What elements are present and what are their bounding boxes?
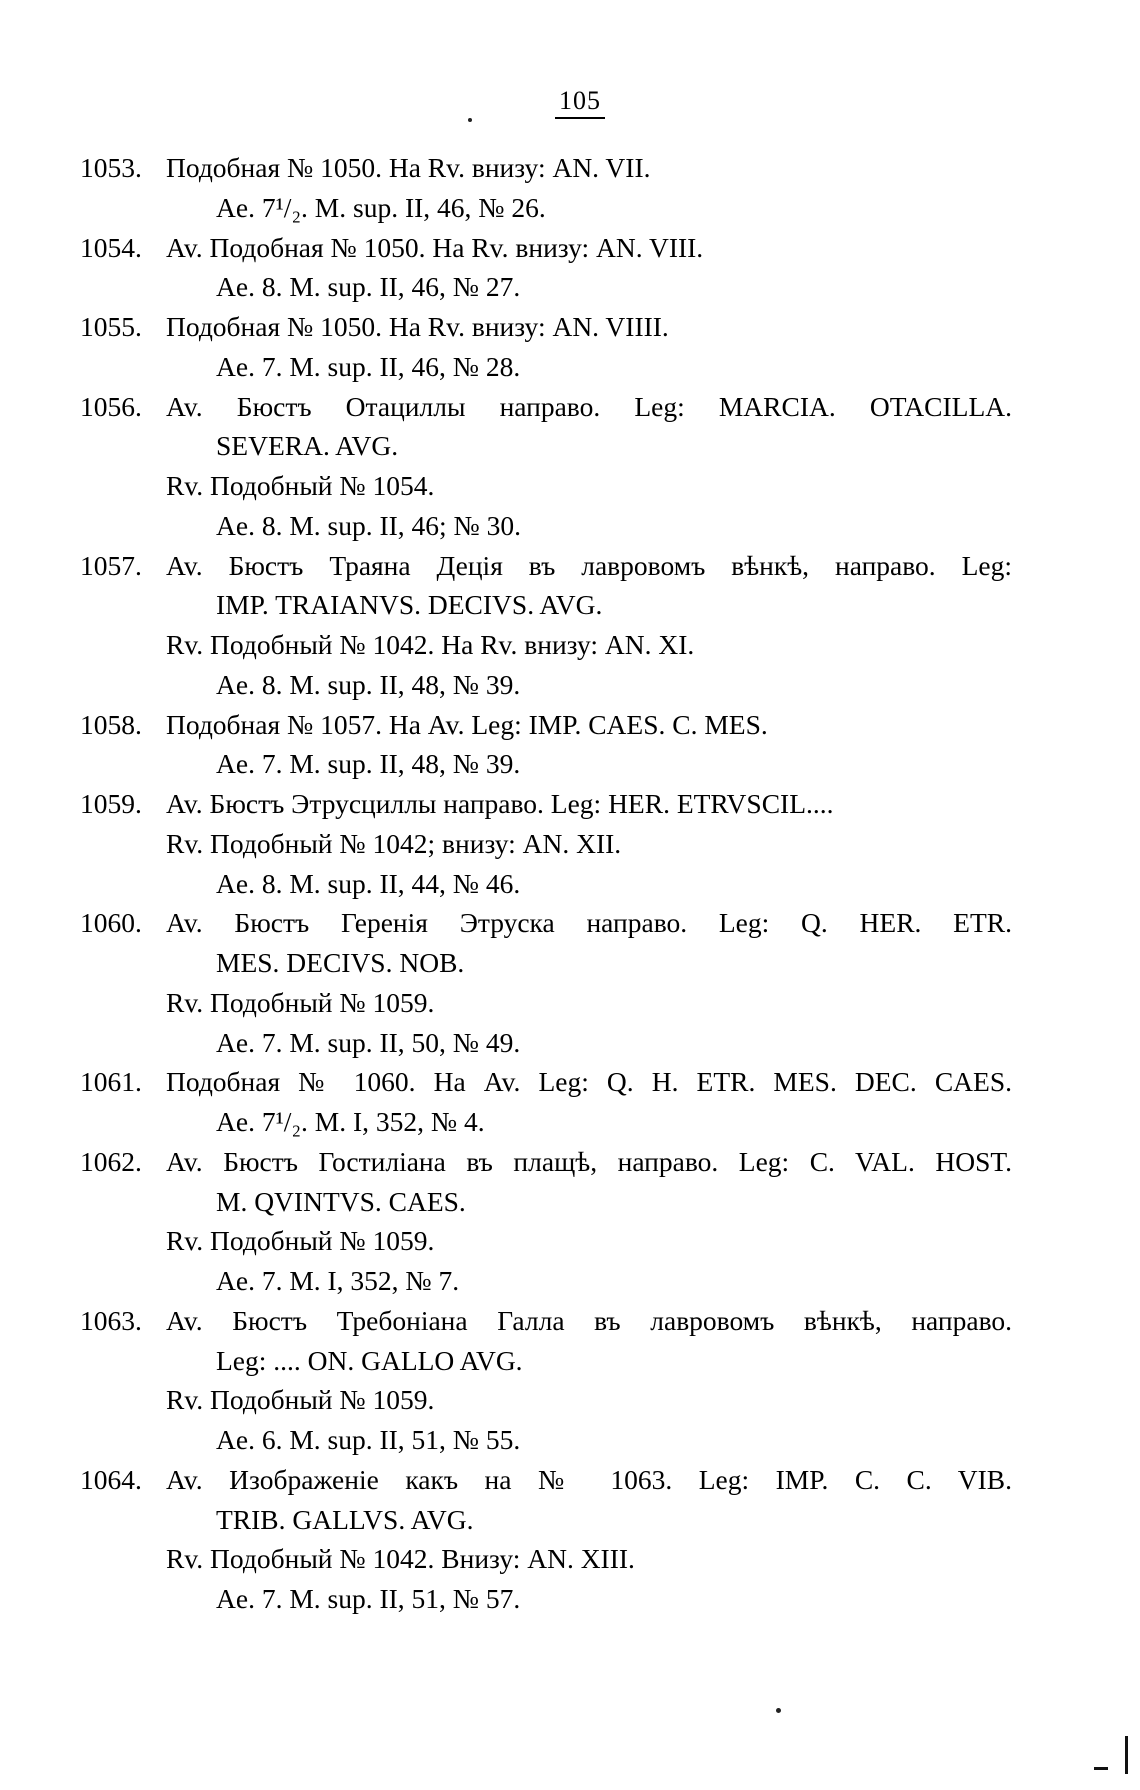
catalog-entry-line [0, 705, 1140, 745]
catalog-entry-line [0, 1301, 1140, 1341]
entry-text: Ae. 8. M. sup. II, 46; № 30. [216, 509, 522, 541]
entry-text: Rv. Подобный № 1059. [166, 1225, 435, 1257]
entry-text: Rv. Подобный № 1042. На Rv. внизу: AN. XI. [166, 629, 695, 660]
scan-mark [1125, 1736, 1128, 1774]
catalog-continuation-line [0, 188, 1140, 228]
entry-text: Ae. 7. M. sup. II, 50, № 49. [216, 1026, 521, 1058]
page-number-text: 105 [555, 86, 605, 119]
entry-text: M. QVINTVS. CAES. [216, 1185, 466, 1217]
entry-text: Ae. 7¹/₂. M. I, 352, № 4. [216, 1106, 485, 1137]
entry-number: 1058. [80, 708, 142, 740]
entry-text: Leg: .... ON. GALLO AVG. [216, 1344, 523, 1376]
entry-text: Подобная № 1050. На Rv. внизу: AN. VIIII. [166, 311, 669, 342]
entry-text: Rv. Подобный № 1042. Внизу: AN. XIII. [166, 1543, 635, 1575]
entry-number: 1061. [80, 1066, 142, 1098]
entry-text: Ae. 8. M. sup. II, 44, № 46. [216, 867, 521, 899]
entry-text: Ae. 7. M. sup. II, 46, № 28. [216, 350, 521, 382]
entry-text: Rv. Подобный № 1042; внизу: AN. XII. [166, 827, 622, 859]
entry-text: Ae. 8. M. sup. II, 46, № 27. [216, 271, 521, 303]
entry-text: Ae. 7. M. I, 352, № 7. [216, 1265, 460, 1296]
catalog-continuation-line [0, 426, 1140, 466]
catalog-entry-line [0, 387, 1140, 427]
catalog-continuation-line [0, 1261, 1140, 1301]
catalog-entry-line [0, 784, 1140, 824]
print-speck [468, 118, 472, 122]
catalog-continuation-line [0, 1341, 1140, 1381]
entry-text: Ae. 7. M. sup. II, 51, № 57. [216, 1583, 521, 1614]
catalog-continuation-line [0, 1102, 1140, 1142]
catalog-entry-line [0, 546, 1140, 586]
catalog-entry-line [0, 1460, 1140, 1500]
entry-text: Ae. 8. M. sup. II, 48, № 39. [216, 668, 521, 700]
entry-text: Подобная № 1050. На Rv. внизу: AN. VII. [166, 152, 651, 183]
catalog-continuation-line [0, 1182, 1140, 1222]
catalog-entries [0, 148, 1140, 1619]
entry-text: Ae. 7¹/₂. M. sup. II, 46, № 26. [216, 191, 546, 223]
catalog-entry-line [0, 228, 1140, 268]
entry-text: Rv. Подобный № 1059. [166, 1384, 435, 1416]
catalog-continuation-line [0, 1500, 1140, 1540]
catalog-continuation-line [0, 943, 1140, 983]
entry-number: 1055. [80, 311, 142, 342]
entry-text: IMP. TRAIANVS. DECIVS. AVG. [216, 589, 603, 621]
catalog-continuation-line [0, 1539, 1140, 1579]
catalog-entry-line [0, 1142, 1140, 1182]
entry-text: Rv. Подобный № 1059. [166, 986, 435, 1018]
entry-text: Ae. 7. M. sup. II, 48, № 39. [216, 748, 521, 780]
catalog-entry-line [0, 148, 1140, 188]
catalog-entry-line [0, 307, 1140, 347]
entry-text: Av. Бюстъ Этрусциллы направо. Leg: HER. ETRVSCIL.... [166, 788, 834, 819]
entry-text: Av. Бюстъ Геренія Этруска направо. Leg: Q. HER. ETR. [166, 907, 1012, 939]
catalog-continuation-line [0, 1221, 1140, 1261]
page-number [0, 86, 1140, 119]
catalog-continuation-line [0, 506, 1140, 546]
catalog-entry-line [0, 1062, 1140, 1102]
catalog-continuation-line [0, 824, 1140, 864]
entry-number: 1060. [80, 907, 142, 939]
entry-text: Av. Бюстъ Отациллы направо. Leg: MARCIA. OTACILLA. [166, 390, 1012, 422]
catalog-continuation-line [0, 665, 1140, 705]
entry-text: TRIB. GALLVS. AVG. [216, 1503, 474, 1535]
catalog-entry-line [0, 903, 1140, 943]
entry-text: Av. Бюстъ Траяна Деція въ лавровомъ вѣнкѣ, направо. Leg: [166, 549, 1012, 581]
scan-mark [1094, 1767, 1108, 1770]
entry-number: 1054. [80, 231, 142, 263]
entry-number: 1056. [80, 390, 142, 422]
entry-text: Av. Изображеніе какъ на № 1063. Leg: IMP. C. C. VIB. [166, 1463, 1012, 1495]
entry-number: 1063. [80, 1304, 142, 1336]
entry-text: MES. DECIVS. NOB. [216, 947, 465, 978]
entry-text: Av. Бюстъ Гостиліана въ плащѣ, направо. Leg: C. VAL. HOST. [166, 1145, 1012, 1177]
catalog-continuation-line [0, 864, 1140, 904]
catalog-continuation-line [0, 347, 1140, 387]
entry-number: 1064. [80, 1463, 142, 1495]
catalog-continuation-line [0, 1579, 1140, 1619]
entry-text: SEVERA. AVG. [216, 430, 399, 462]
catalog-continuation-line [0, 1380, 1140, 1420]
entry-number: 1059. [80, 788, 142, 819]
catalog-continuation-line [0, 744, 1140, 784]
catalog-continuation-line [0, 466, 1140, 506]
entry-number: 1062. [80, 1145, 142, 1177]
catalog-continuation-line [0, 1023, 1140, 1063]
catalog-continuation-line [0, 983, 1140, 1023]
print-speck [776, 1708, 781, 1713]
entry-text: Ae. 6. M. sup. II, 51, № 55. [216, 1424, 521, 1455]
catalog-continuation-line [0, 625, 1140, 665]
entry-text: Подобная № 1057. На Av. Leg: IMP. CAES. C. MES. [166, 708, 768, 740]
entry-number: 1057. [80, 549, 142, 581]
catalog-continuation-line [0, 267, 1140, 307]
catalog-continuation-line [0, 585, 1140, 625]
entry-text: Подобная № 1060. На Av. Leg: Q. H. ETR. MES. DEC. CAES. [166, 1066, 1012, 1098]
entry-number: 1053. [80, 152, 142, 183]
entry-text: Rv. Подобный № 1054. [166, 470, 435, 501]
catalog-continuation-line [0, 1420, 1140, 1460]
entry-text: Av. Подобная № 1050. На Rv. внизу: AN. VIII. [166, 231, 704, 263]
entry-text: Av. Бюстъ Требоніана Галла въ лавровомъ вѣнкѣ, направо. [166, 1304, 1012, 1336]
